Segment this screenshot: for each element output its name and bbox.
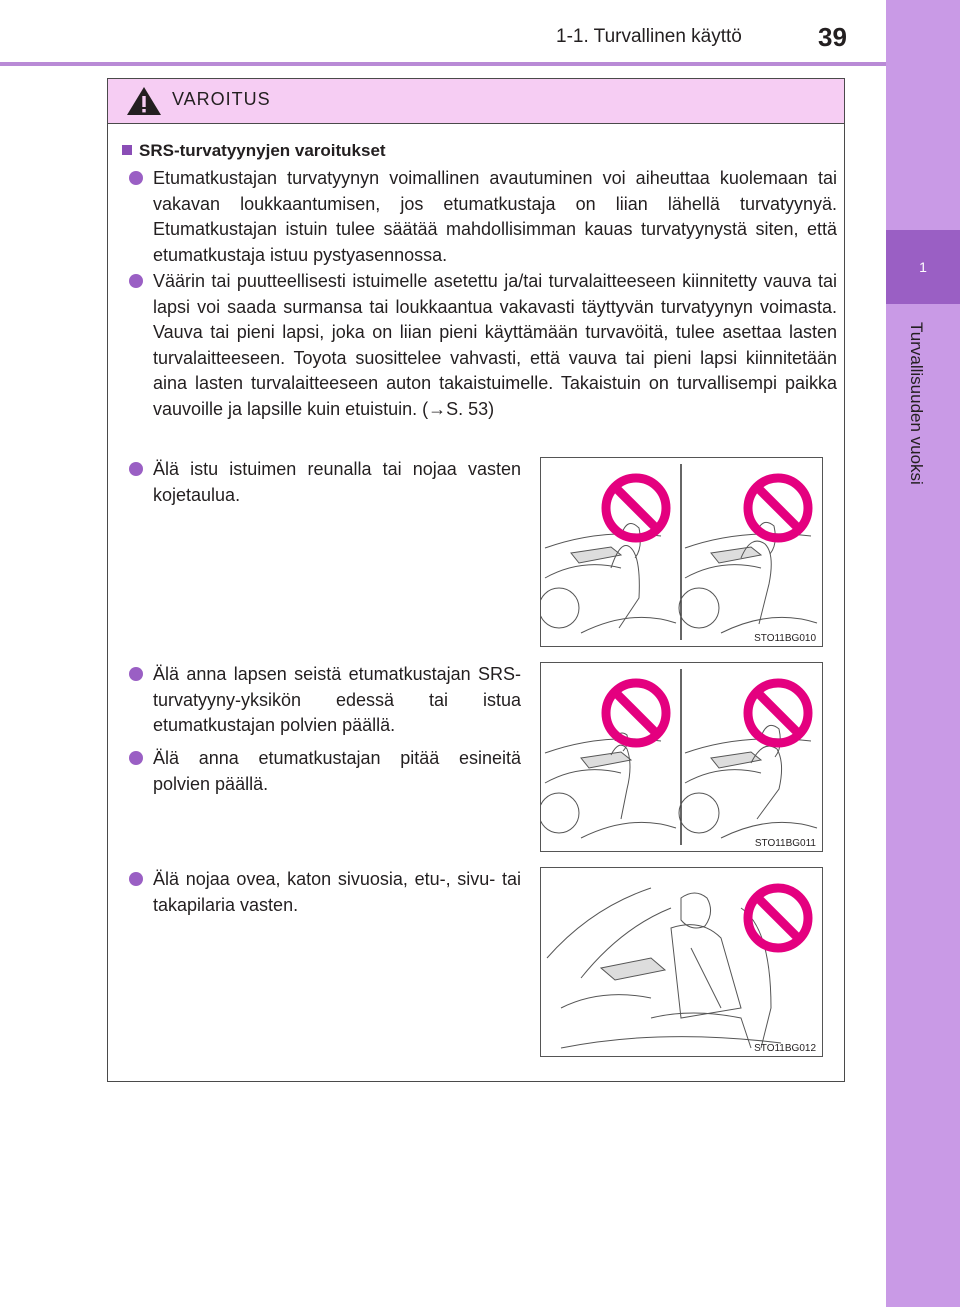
page-section-title: 1-1. Turvallinen käyttö bbox=[556, 26, 742, 47]
illustration-child-standing bbox=[540, 662, 823, 852]
bullet-dot-icon bbox=[129, 872, 143, 886]
car-interior-illustration bbox=[541, 458, 822, 646]
chapter-title: Turvallisuuden vuoksi bbox=[907, 322, 926, 485]
list-item-text: Älä nojaa ovea, katon sivuosia, etu-, sivu- tai takapilaria vasten. bbox=[153, 869, 521, 915]
figure-code: STO11BG012 bbox=[754, 1043, 816, 1054]
illustration-seat-edge bbox=[540, 457, 823, 647]
list-item-text: Älä anna lapsen seistä etumatkustajan SRS-turvatyyny-yksikön edessä tai istua etumatkustajan polvien päällä. bbox=[153, 664, 521, 735]
section-title-text: SRS-turvatyynyjen varoitukset bbox=[139, 141, 386, 160]
list-item bbox=[153, 166, 837, 268]
warning-triangle-icon bbox=[126, 86, 162, 116]
list-item-text: Älä istu istuimen reunalla tai nojaa vasten kojetaulua. bbox=[153, 459, 521, 505]
header-rule bbox=[0, 62, 886, 66]
list-item bbox=[153, 746, 521, 797]
list-item-text: Etumatkustajan turvatyynyn voimallinen avautuminen voi aiheuttaa kuolemaan tai vakavan loukkaantumisen, jos etumatkustaja on liian lähellä turvatyynyä. Etumatkustajan istuin tulee säätää mahdollisimman kauas turvatyynystä siten, että etumatkustaja istuu pystyasennossa. bbox=[153, 168, 837, 265]
chapter-number: 1 bbox=[919, 259, 927, 275]
section-title bbox=[122, 141, 386, 161]
bullet-dot-icon bbox=[129, 667, 143, 681]
illustration-leaning-door bbox=[540, 867, 823, 1057]
square-bullet-icon bbox=[122, 145, 132, 155]
bullet-dot-icon bbox=[129, 274, 143, 288]
car-interior-illustration bbox=[541, 663, 822, 851]
bullet-dot-icon bbox=[129, 751, 143, 765]
bullet-dot-icon bbox=[129, 462, 143, 476]
warning-box bbox=[107, 78, 845, 1082]
list-item-text: Väärin tai puutteellisesti istuimelle asetettu ja/tai turvalaitteeseen kiinnitetty vauva tai lapsi voi saada surmansa tai loukkaantua vakavasti täyttyvän turvatyynyn voimasta. Vauva tai pieni lapsi, joka on liian pieni käyttämään turvavöitä, tulee asettaa lasten turvalaitteeseen. Toyota suosittelee vahvasti, että vauva tai pieni lapsi kiinnitetään aina lasten turvalaitteeseen auton takaistuimelle. Takaistuin on turvallisempi paikka vauvoille ja lapsille kuin etuistuin. (→S. 53) bbox=[153, 271, 837, 419]
figure-code: STO11BG010 bbox=[754, 633, 816, 644]
bullet-dot-icon bbox=[129, 171, 143, 185]
car-interior-illustration bbox=[541, 868, 822, 1056]
chapter-sidebar bbox=[886, 0, 960, 1307]
chapter-tab[interactable] bbox=[886, 230, 960, 304]
warning-header bbox=[108, 79, 844, 124]
warning-title: VAROITUS bbox=[172, 89, 271, 109]
list-item bbox=[153, 457, 521, 508]
page-number: 39 bbox=[818, 22, 847, 52]
figure-code: STO11BG011 bbox=[754, 838, 816, 849]
list-item bbox=[153, 269, 837, 422]
list-item bbox=[153, 662, 521, 739]
list-item-text: Älä anna etumatkustajan pitää esineitä polvien päällä. bbox=[153, 748, 521, 794]
list-item bbox=[153, 867, 521, 918]
